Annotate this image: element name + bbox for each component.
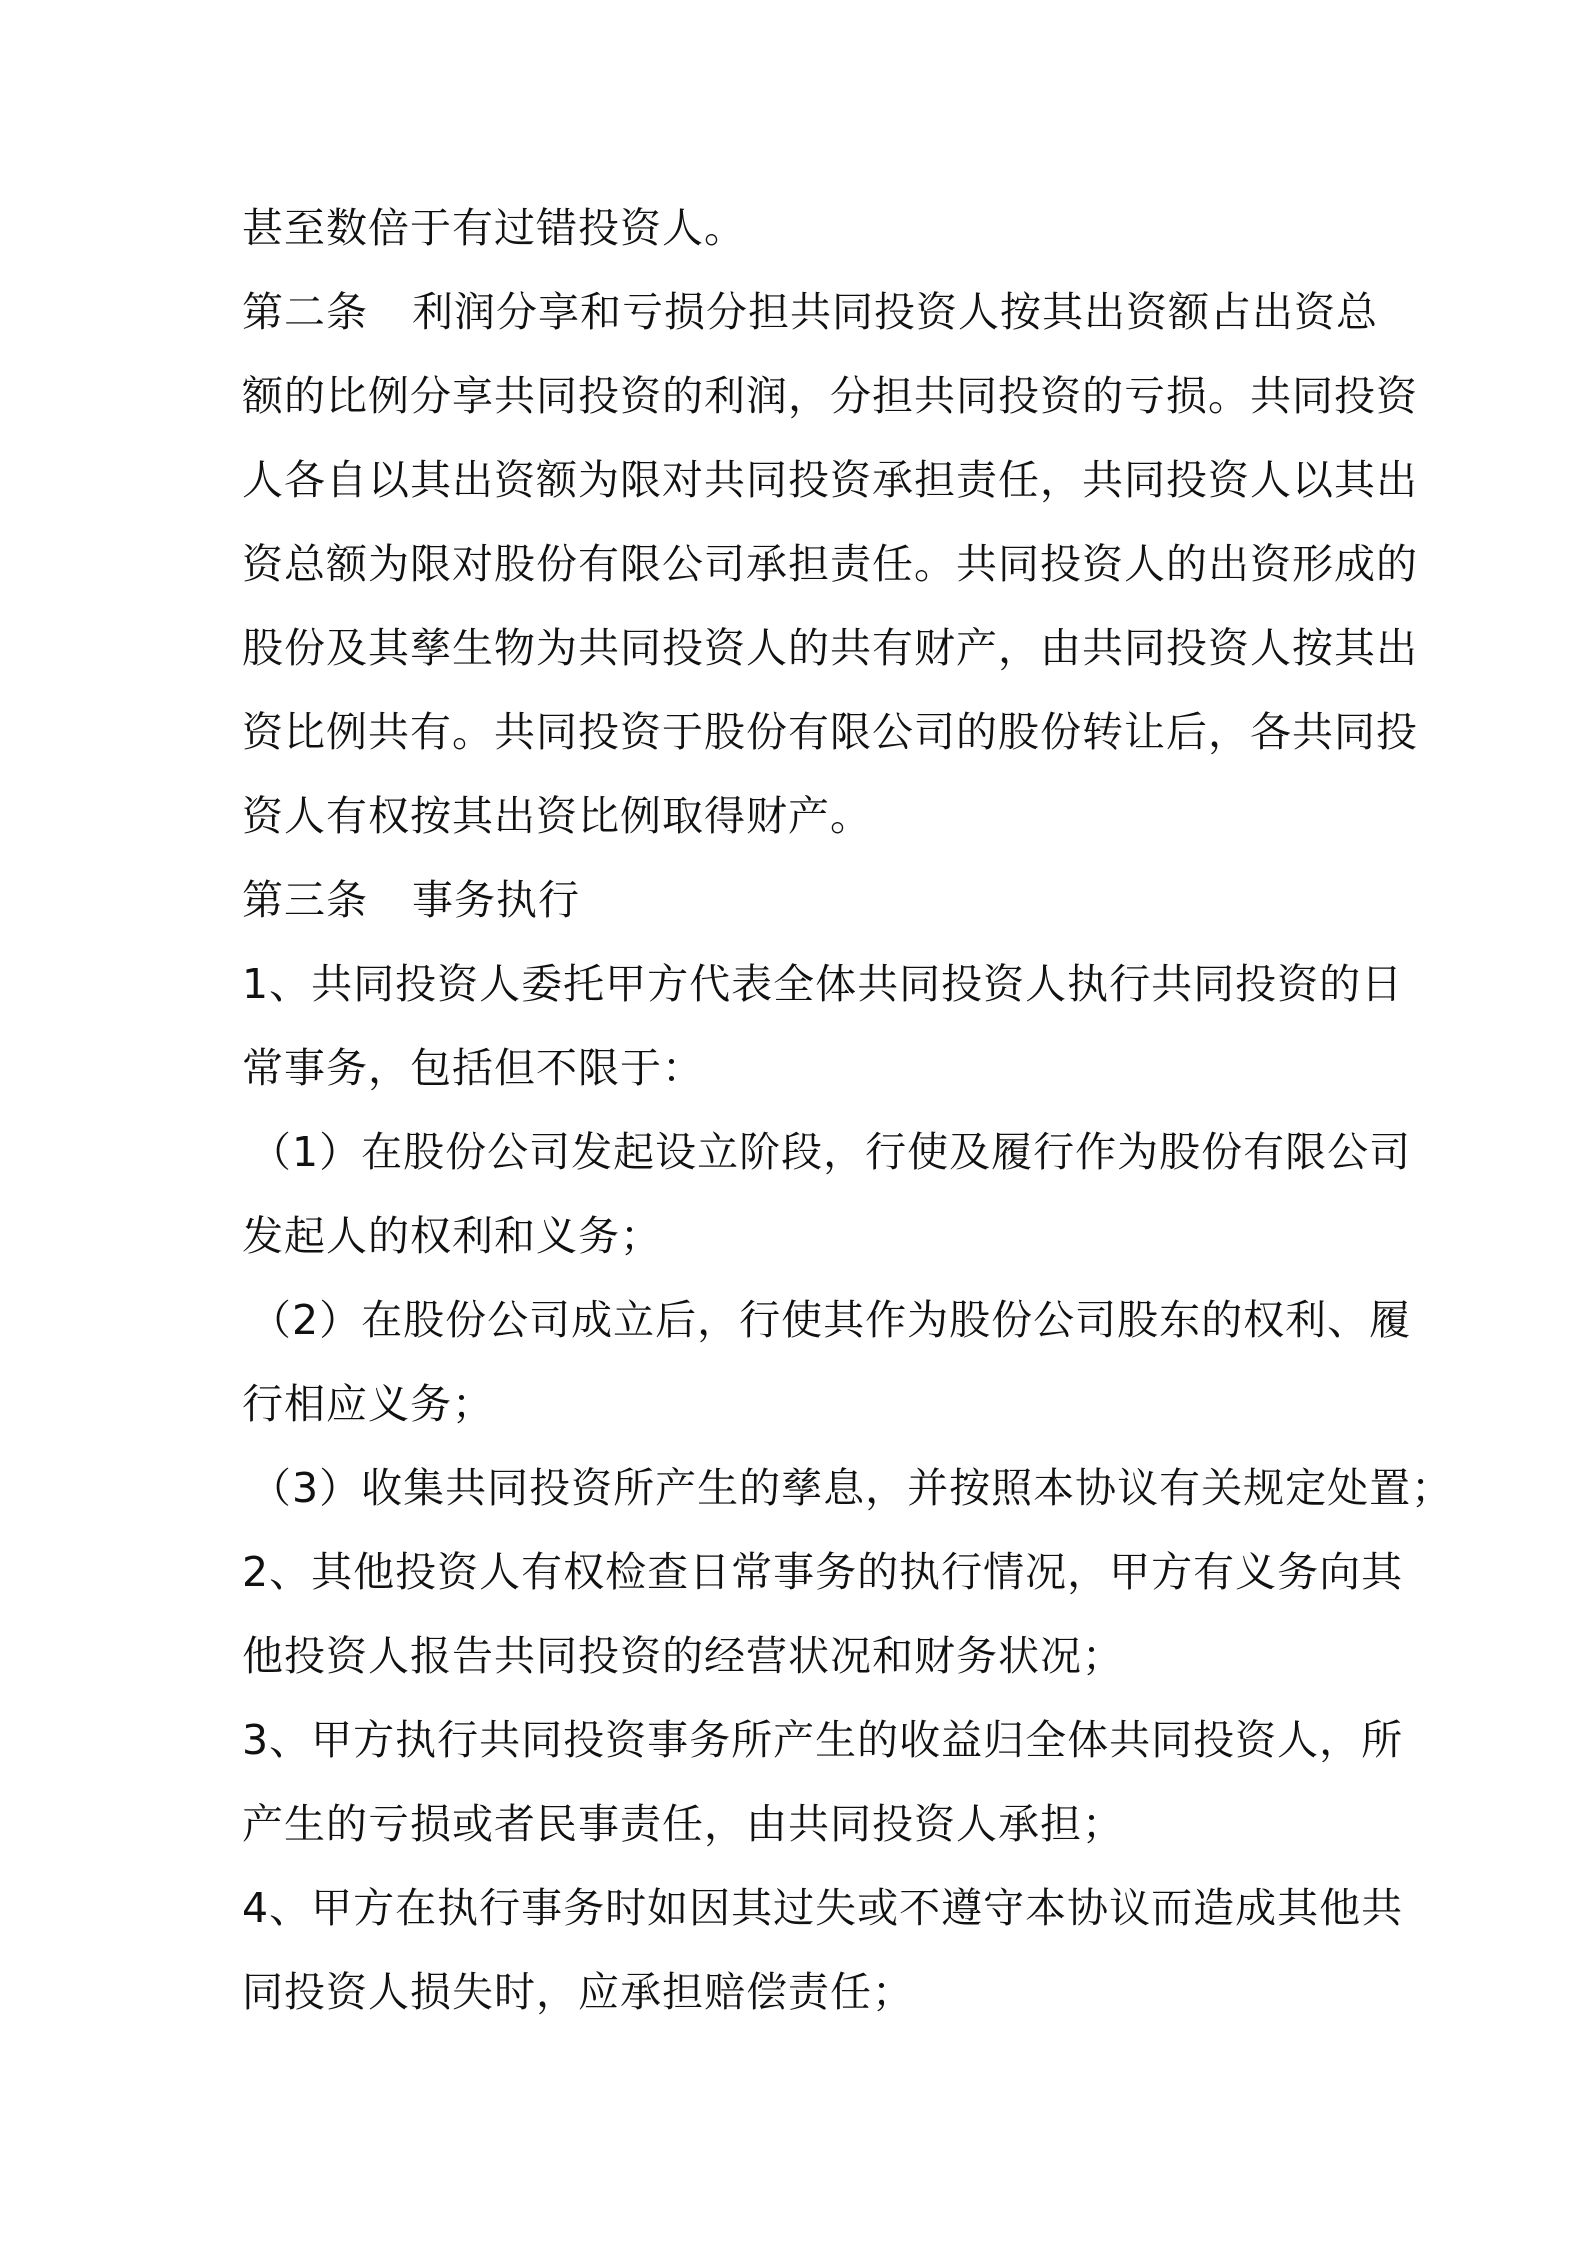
- text-line: 他投资人报告共同投资的经营状况和财务状况；: [242, 1632, 1124, 1680]
- text-line: 产生的亏损或者民事责任，由共同投资人承担；: [242, 1800, 1124, 1848]
- text-line: 常事务，包括但不限于：: [242, 1044, 704, 1092]
- text-line: 资比例共有。共同投资于股份有限公司的股份转让后，各共同投: [242, 708, 1418, 756]
- text-line: 甚至数倍于有过错投资人。: [242, 204, 746, 252]
- text-line: 同投资人损失时，应承担赔偿责任；: [242, 1968, 914, 2016]
- text-line: （2）在股份公司成立后，行使其作为股份公司股东的权利、履: [250, 1296, 1412, 1344]
- text-line: 行相应义务；: [242, 1380, 494, 1428]
- text-line: 额的比例分享共同投资的利润，分担共同投资的亏损。共同投资: [242, 372, 1418, 420]
- text-line: 人各自以其出资额为限对共同投资承担责任，共同投资人以其出: [242, 456, 1418, 504]
- article-heading: [242, 858, 1372, 942]
- article-title: 事务执行: [412, 876, 580, 924]
- text-line: 2、其他投资人有权检查日常事务的执行情况，甲方有义务向其: [242, 1548, 1404, 1596]
- text-line: （1）在股份公司发起设立阶段，行使及履行作为股份有限公司: [250, 1128, 1412, 1176]
- text-line: （3）收集共同投资所产生的孳息，并按照本协议有关规定处置；: [250, 1464, 1454, 1512]
- article-number: 第三条: [242, 876, 368, 924]
- text-line: 1、共同投资人委托甲方代表全体共同投资人执行共同投资的日: [242, 960, 1404, 1008]
- text-line: 利润分享和亏损分担共同投资人按其出资额占出资总: [412, 288, 1378, 336]
- text-line: 资总额为限对股份有限公司承担责任。共同投资人的出资形成的: [242, 540, 1418, 588]
- article-heading: [242, 270, 1378, 354]
- document-body: [242, 186, 1454, 2034]
- text-line: 股份及其孳生物为共同投资人的共有财产，由共同投资人按其出: [242, 624, 1418, 672]
- article-number: 第二条: [242, 288, 368, 336]
- text-line: 发起人的权利和义务；: [242, 1212, 662, 1260]
- text-line: 资人有权按其出资比例取得财产。: [242, 792, 872, 840]
- text-line: 3、甲方执行共同投资事务所产生的收益归全体共同投资人，所: [242, 1716, 1404, 1764]
- text-line: 4、甲方在执行事务时如因其过失或不遵守本协议而造成其他共: [242, 1884, 1404, 1932]
